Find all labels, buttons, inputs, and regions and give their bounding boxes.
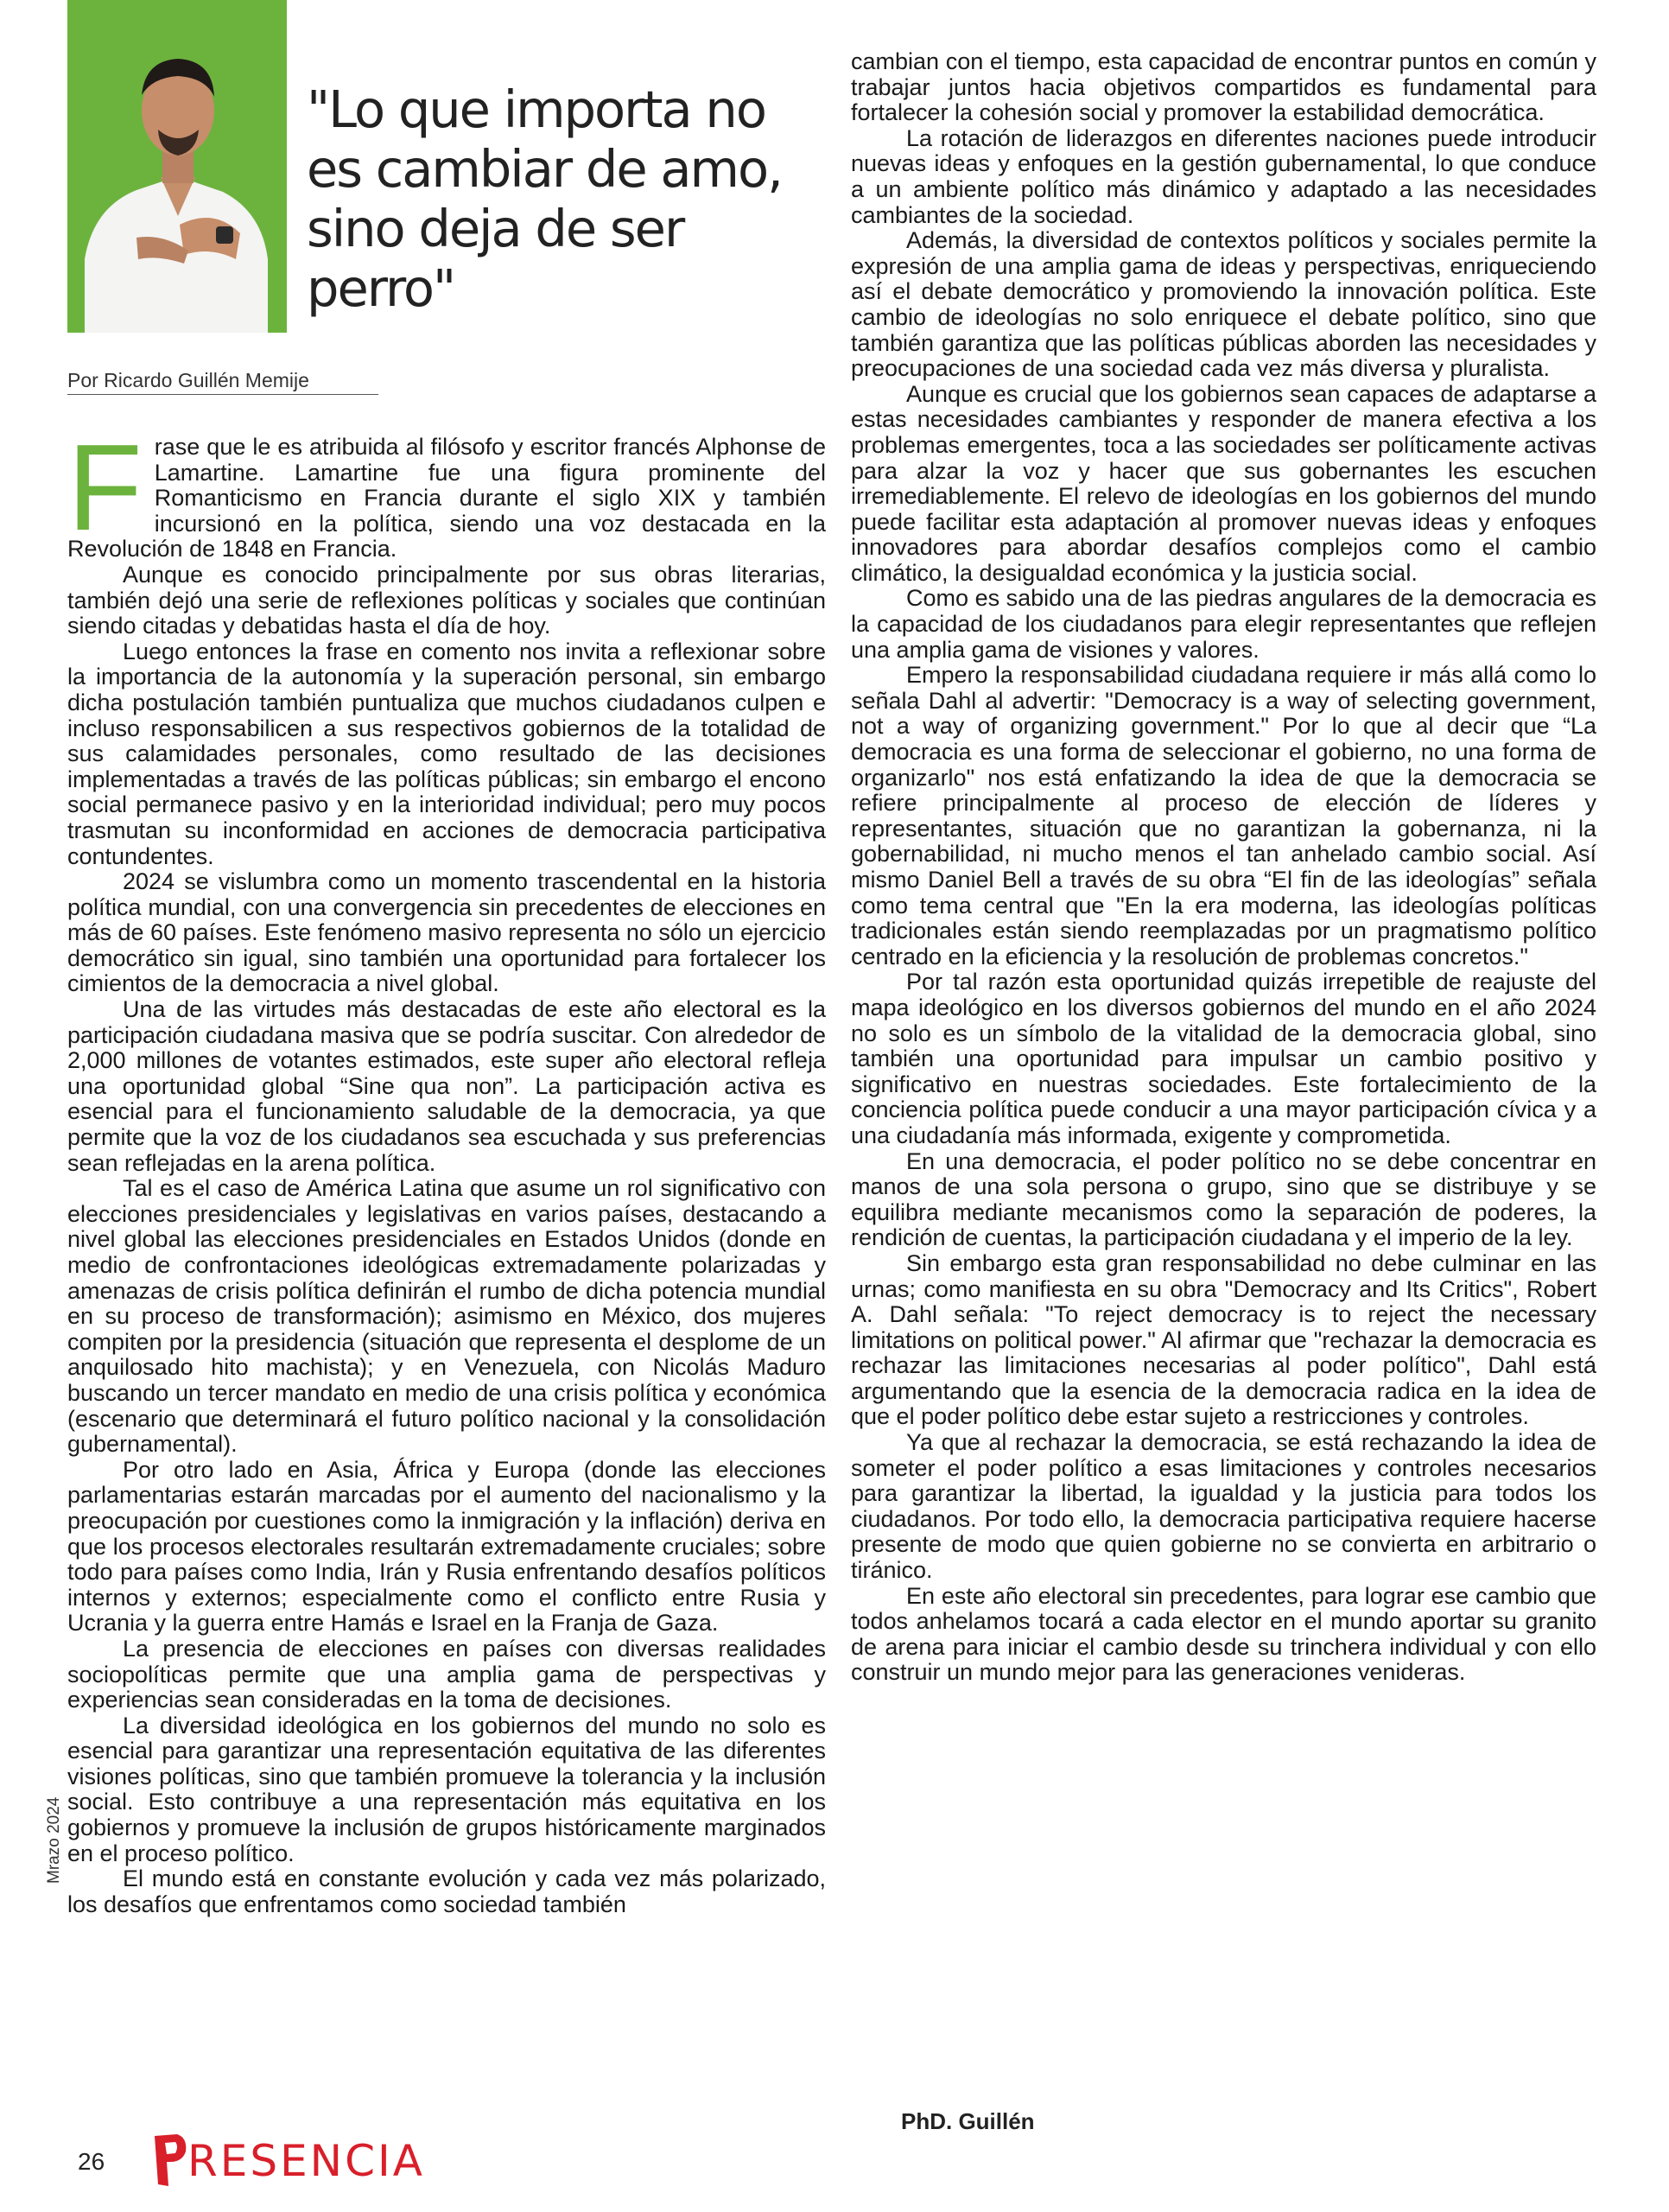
- right-column: [851, 49, 1596, 1686]
- paragraph: Además, la diversidad de contextos políticos y sociales permite la expresión de una amplia gama de ideas y perspectivas, enriqueciendo así el debate democrático y promoviendo la innovación política. Este cambio de ideologías no solo enriquece el debate político, sino que también garantiza que las políticas públicas aborden las necesidades y preocupaciones de una sociedad cada vez más diversa y pluralista.: [851, 227, 1596, 382]
- paragraph: Por otro lado en Asia, África y Europa (donde las elecciones parlamentarias estarán marcadas por el aumento del nacionalismo y la preocupación por cuestiones como la inmigración y la inflación) deriva en que los procesos electorales resultarán extremadamente cruciales; sobre todo para países como India, Irán y Rusia enfrentando desafíos políticos internos y externos; especialmente como el conflicto entre Rusia y Ucrania y la guerra entre Hamás e Israel en la Franja de Gaza.: [67, 1456, 826, 1637]
- paragraph: Sin embargo esta gran responsabilidad no debe culminar en las urnas; como manifiesta en su obra "Democracy and Its Critics", Robert A. Dahl señala: "To reject democracy is to reject the necessary limitations on political power." Al afirmar que "rechazar la democracia es rechazar las limitaciones necesarias al poder político", Dahl está argumentando que la esencia de la democracia radica en la idea de que el poder político debe estar sujeto a restricciones y controles.: [851, 1249, 1596, 1430]
- paragraph: Tal es el caso de América Latina que asume un rol significativo con elecciones presidenciales y legislativas en varios países, destacando a nivel global las elecciones presidenciales en Estados Unidos (donde en medio de confrontaciones ideológicas extremadamente polarizadas y amenazas de crisis política definirán el rumbo de dicha potencia mundial en su proceso de transformación); asimismo en México, dos mujeres compiten por la presidencia (situación que representa el desplome de un anquilosado hito machista); y en Venezuela, con Nicolás Maduro buscando un tercer mandato en medio de una crisis política y económica (escenario que determinará el futuro político nacional y la consolidación gubernamental).: [67, 1175, 826, 1458]
- paragraph: Empero la responsabilidad ciudadana requiere ir más allá como lo señala Dahl al advertir: "Democracy is a way of selecting government, not a way of organizing government." Por lo que al decir que “La democracia es una forma de seleccionar el gobierno, no una forma de organizarlo" nos está enfatizando la idea de que la democracia se refiere principalmente al proceso de elección de líderes y representantes, situación que no garantizan la gobernanza, ni la gobernabilidad, ni mucho menos el tan anhelado cambio social. Así mismo Daniel Bell a través de su obra “El fin de las ideologías” señala como tema central que "En la era moderna, las ideologías políticas tradicionales están siendo reemplazadas por un pragmatismo político centrado en la eficiencia y la resolución de problemas concretos.": [851, 662, 1596, 969]
- paragraph: Ya que al rechazar la democracia, se está rechazando la idea de someter el poder político a esas limitaciones y controles necesarios para garantizar la libertad, la igualdad y la justicia para todos los ciudadanos. Por todo ello, la democracia participativa requiere hacerse presente de modo que quien gobierne no se convierta en arbitrario o tiránico.: [851, 1429, 1596, 1584]
- paragraph: Aunque es crucial que los gobiernos sean capaces de adaptarse a estas necesidades cambiantes y responder de manera efectiva a los problemas emergentes, toca a las sociedades ser políticamente activas para alzar la voz y hacer que sus gobernantes les escuchen irremediablemente. El relevo de ideologías en los gobiernos del mundo puede facilitar esta adaptación al promover nuevas ideas y enfoques innovadores para abordar desafíos complejos como el cambio climático, la desigualdad económica y la justicia social.: [851, 380, 1596, 586]
- author-signature: PhD. Guillén: [901, 2108, 1035, 2134]
- page-number: 26: [78, 2148, 105, 2175]
- paragraph: Como es sabido una de las piedras angulares de la democracia es la capacidad de los ciudadanos para elegir representantes que reflejen una amplia gama de visiones y valores.: [851, 585, 1596, 663]
- paragraph: En este año electoral sin precedentes, para lograr ese cambio que todos anhelamos tocará a cada elector en el mundo aportar su granito de arena para iniciar el cambio desde su trinchera individual y con ello construir un mundo mejor para las generaciones venideras.: [851, 1582, 1596, 1686]
- paragraph: Aunque es conocido principalmente por sus obras literarias, también dejó una serie de reflexiones políticas y sociales que continúan siendo citadas y debatidas hasta el día de hoy.: [67, 561, 826, 639]
- paragraph: Por tal razón esta oportunidad quizás irrepetible de reajuste del mapa ideológico en los diversos gobiernos del mundo en el año 2024 no solo es un símbolo de la vitalidad de la democracia global, sino también una oportunidad para impulsar un cambio positivo y significativo en nuestras sociedades. Este fortalecimiento de la conciencia política puede conducir a una mayor participación cívica y a una ciudadanía más informada, exigente y comprometida.: [851, 969, 1596, 1148]
- magazine-logo: [151, 2127, 425, 2196]
- article-title: "Lo que importa no es cambiar de amo, sino deja de ser perro": [307, 79, 782, 318]
- paragraph: Una de las virtudes más destacadas de este año electoral es la participación ciudadana masiva que se podría suscitar. Con alrededor de 2,000 millones de votantes estimados, este super año electoral refleja una oportunidad global “Sine qua non”. La participación activa es esencial para el funcionamiento saludable de la democracia, ya que permite que la voz de los ciudadanos sea escuchada y sus preferencias sean reflejadas en la arena política.: [67, 996, 826, 1176]
- paragraph: 2024 se vislumbra como un momento trascendental en la historia política mundial, con una convergencia sin precedentes de elecciones en más de 60 países. Este fenómeno masivo representa no sólo un ejercicio democrático sin igual, sino también una oportunidad para fortalecer los cimientos de la democracia a nivel global.: [67, 868, 826, 997]
- paragraph: En una democracia, el poder político no se debe concentrar en manos de una sola persona o grupo, sino que se distribuye y se equilibra mediante mecanismos como la separación de poderes, la rendición de cuentas, la participación ciudadana y el imperio de la ley.: [851, 1147, 1596, 1251]
- paragraph: La presencia de elecciones en países con diversas realidades sociopolíticas permite que una amplia gama de perspectivas y experiencias sean consideradas en la toma de decisiones.: [67, 1635, 826, 1713]
- logo-p-icon: [151, 2133, 189, 2188]
- author-portrait-illustration: [67, 0, 287, 333]
- author-photo: [67, 0, 287, 333]
- drop-cap: F: [67, 419, 143, 556]
- issue-date: Mrazo 2024: [45, 1796, 63, 1884]
- paragraph: Luego entonces la frase en comento nos invita a reflexionar sobre la importancia de la autonomía y la superación personal, sin embargo dicha postulación también puntualiza que muchos ciudadanos culpen e incluso responsabilicen a sus respectivos gobiernos de la totalidad de sus calamidades personales, como resultado de las decisiones implementadas a través de las políticas públicas; sin embargo el encono social permanece pasivo y en la interioridad individual; pero muy pocos trasmutan su inconformidad en acciones de democracia participativa contundentes.: [67, 638, 826, 869]
- first-paragraph: rase que le es atribuida al filósofo y escritor francés Alphonse de Lamartine. Lamartine fue una figura prominente del Romanticismo en Francia durante el siglo XIX y también incursionó en la política, siendo una voz destacada en la Revolución de 1848 en Francia.: [67, 434, 826, 563]
- continued-paragraph: cambian con el tiempo, esta capacidad de encontrar puntos en común y trabajar juntos hacia objetivos compartidos es fundamental para fortalecer la cohesión social y promover la estabilidad democrática.: [851, 48, 1596, 126]
- paragraph: El mundo está en constante evolución y cada vez más polarizado, los desafíos que enfrentamos como sociedad también: [67, 1866, 826, 1917]
- left-column: [67, 419, 826, 1917]
- author-byline: Por Ricardo Guillén Memije: [67, 368, 378, 395]
- paragraph: La diversidad ideológica en los gobiernos del mundo no solo es esencial para garantizar una representación equitativa de las diferentes visiones políticas, sino que también promueve la tolerancia y la inclusión social. Esto contribuye a una representación más equitativa en los gobiernos y promueve la inclusión de grupos históricamente marginados en el proceso político.: [67, 1712, 826, 1866]
- paragraph: La rotación de liderazgos en diferentes naciones puede introducir nuevas ideas y enfoques en la gestión gubernamental, lo que conduce a un ambiente político más dinámico y adaptado a las necesidades cambiantes de la sociedad.: [851, 124, 1596, 228]
- logo-wordmark: RESENCIA: [187, 2136, 425, 2186]
